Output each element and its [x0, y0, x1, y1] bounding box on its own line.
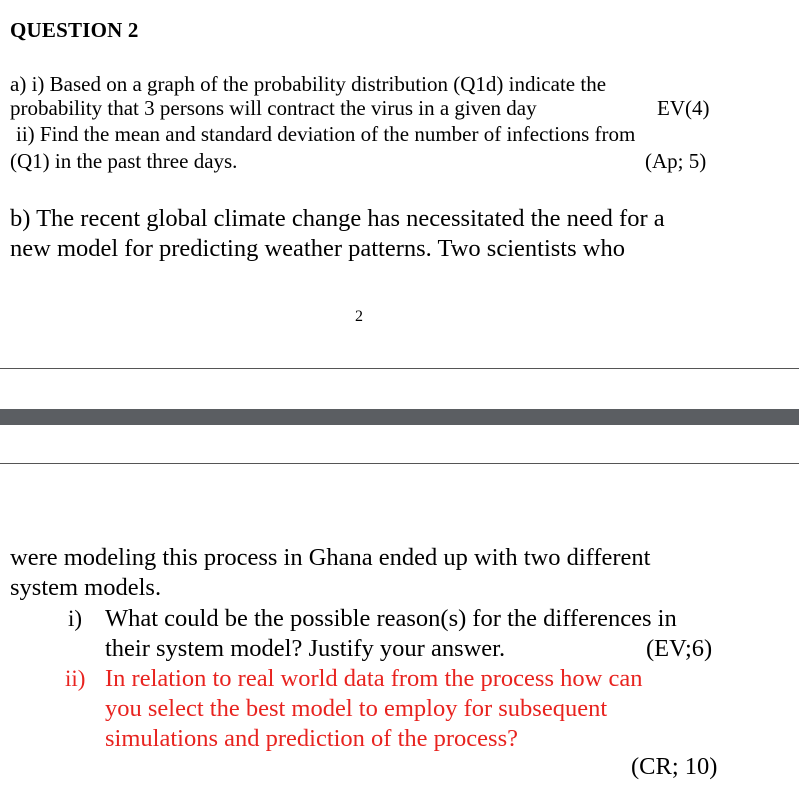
part-b-cont-line-1: were modeling this process in Ghana ended up with two different	[10, 544, 651, 571]
question-heading: QUESTION 2	[10, 18, 139, 42]
page-header-rule	[0, 463, 799, 464]
part-b-i-marks: (EV;6)	[646, 635, 713, 662]
part-b-i-line-1: What could be the possible reason(s) for the differences in	[105, 605, 677, 632]
part-a-ii-marks: (Ap; 5)	[645, 149, 707, 173]
part-b-line-2: new model for predicting weather patterns. Two scientists who	[10, 235, 625, 262]
part-b-ii-marker: ii)	[65, 666, 86, 691]
part-b-line-1: b) The recent global climate change has necessitated the need for a	[10, 205, 665, 232]
part-b-ii-line-2: you select the best model to employ for subsequent	[105, 695, 608, 722]
part-a-ii-line-1: ii) Find the mean and standard deviation of the number of infections from	[16, 122, 636, 146]
part-a-ii-line-2: (Q1) in the past three days.	[10, 149, 238, 173]
part-a-i-line-2: probability that 3 persons will contract the virus in a given day	[10, 96, 537, 120]
page-break-band	[0, 409, 799, 425]
part-a-i-marks: EV(4)	[657, 96, 710, 120]
page-footer-rule	[0, 368, 799, 369]
part-a-i-line-1: a) i) Based on a graph of the probability distribution (Q1d) indicate the	[10, 72, 607, 96]
part-b-cont-line-2: system models.	[10, 574, 162, 601]
part-b-ii-line-1: In relation to real world data from the process how can	[105, 665, 643, 692]
part-b-i-line-2: their system model? Justify your answer.	[105, 635, 506, 662]
part-b-ii-line-3: simulations and prediction of the process?	[105, 725, 518, 752]
part-b-ii-marks: (CR; 10)	[631, 753, 718, 780]
part-b-i-marker: i)	[68, 606, 83, 631]
page-number: 2	[355, 308, 363, 325]
